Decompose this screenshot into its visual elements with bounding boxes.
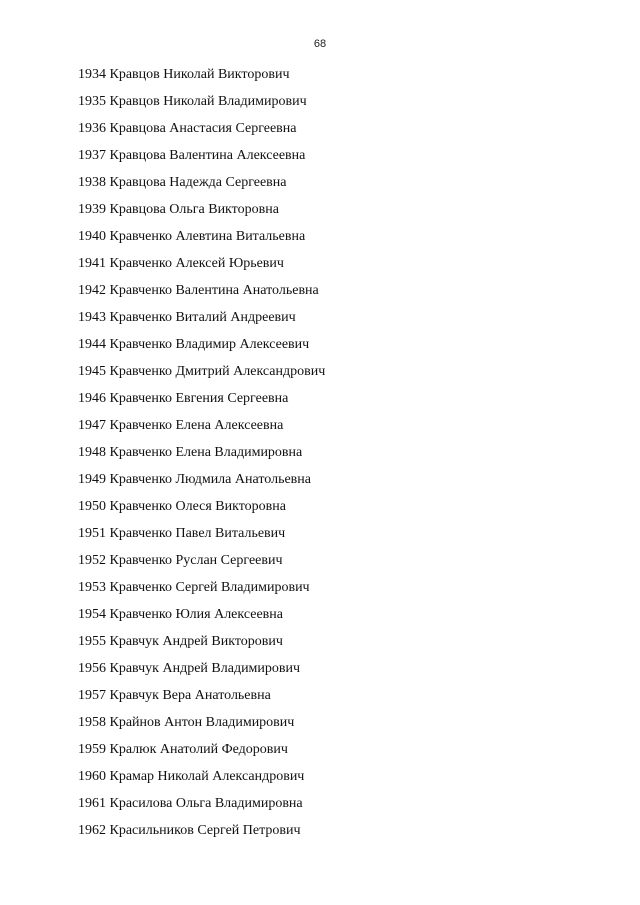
list-item: 1960 Крамар Николай Александрович: [78, 769, 305, 784]
list-item: 1957 Кравчук Вера Анатольевна: [78, 688, 271, 703]
list-item: 1941 Кравченко Алексей Юрьевич: [78, 256, 284, 271]
list-item: 1959 Кралюк Анатолий Федорович: [78, 742, 288, 757]
page-number: 68: [313, 38, 327, 50]
list-item: 1947 Кравченко Елена Алексеевна: [78, 418, 284, 433]
list-item: 1939 Кравцова Ольга Викторовна: [78, 202, 279, 217]
list-item: 1934 Кравцов Николай Викторович: [78, 67, 290, 82]
list-item: 1936 Кравцова Анастасия Сергеевна: [78, 121, 297, 136]
list-item: 1938 Кравцова Надежда Сергеевна: [78, 175, 287, 190]
list-item: 1946 Кравченко Евгения Сергеевна: [78, 391, 289, 406]
list-item: 1937 Кравцова Валентина Алексеевна: [78, 148, 306, 163]
list-item: 1955 Кравчук Андрей Викторович: [78, 634, 283, 649]
list-item: 1948 Кравченко Елена Владимировна: [78, 445, 303, 460]
list-item: 1954 Кравченко Юлия Алексеевна: [78, 607, 283, 622]
list-item: 1953 Кравченко Сергей Владимирович: [78, 580, 310, 595]
list-item: 1945 Кравченко Дмитрий Александрович: [78, 364, 326, 379]
list-item: 1951 Кравченко Павел Витальевич: [78, 526, 286, 541]
list-item: 1942 Кравченко Валентина Анатольевна: [78, 283, 319, 298]
list-item: 1950 Кравченко Олеся Викторовна: [78, 499, 286, 514]
list-item: 1944 Кравченко Владимир Алексеевич: [78, 337, 310, 352]
list-item: 1961 Красилова Ольга Владимировна: [78, 796, 303, 811]
name-list: [78, 64, 325, 847]
list-item: 1962 Красильников Сергей Петрович: [78, 823, 301, 838]
list-item: 1949 Кравченко Людмила Анатольевна: [78, 472, 311, 487]
list-item: 1940 Кравченко Алевтина Витальевна: [78, 229, 306, 244]
list-item: 1952 Кравченко Руслан Сергеевич: [78, 553, 283, 568]
list-item: 1943 Кравченко Виталий Андреевич: [78, 310, 296, 325]
list-item: 1935 Кравцов Николай Владимирович: [78, 94, 307, 109]
list-item: 1956 Кравчук Андрей Владимирович: [78, 661, 301, 676]
list-item: 1958 Крайнов Антон Владимирович: [78, 715, 295, 730]
